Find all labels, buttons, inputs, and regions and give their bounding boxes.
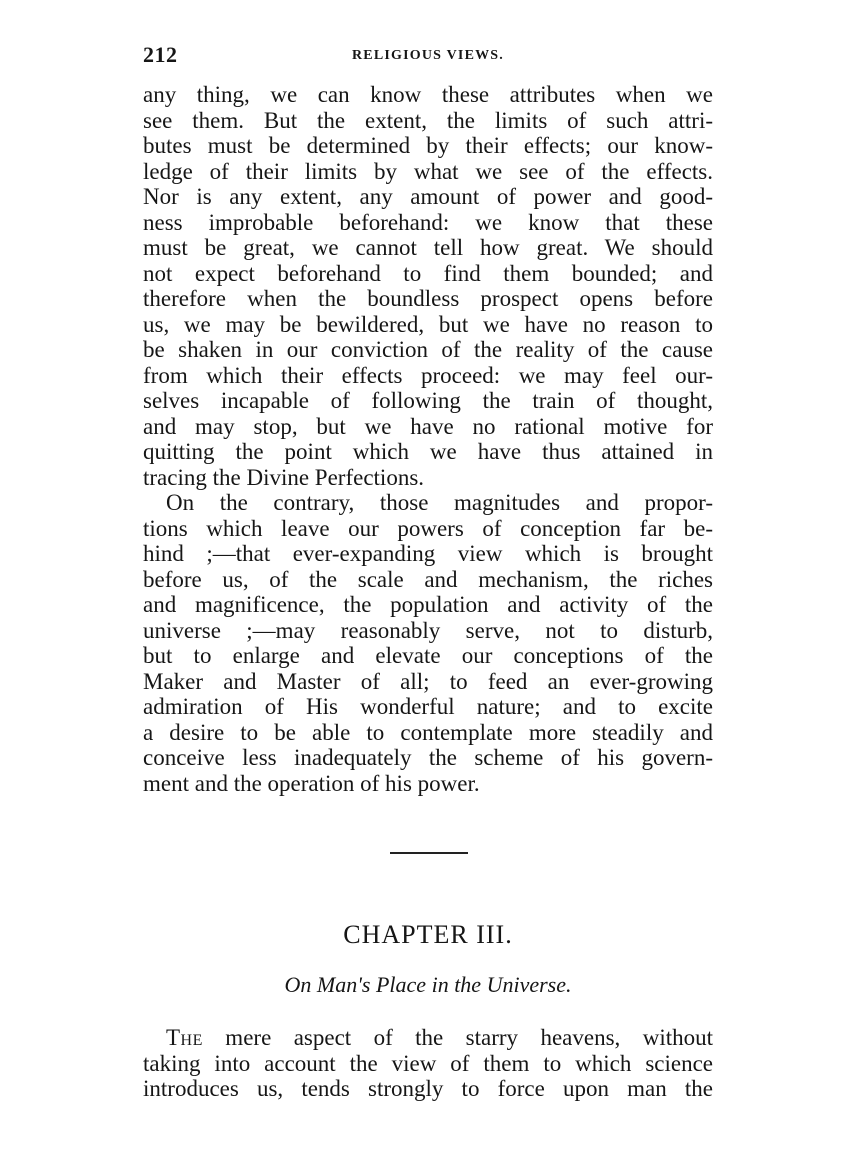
text-line: Maker and Master of all; to feed an ever-growing [143, 668, 713, 694]
text-line: ledge of their limits by what we see of the effects. [143, 158, 713, 184]
text-line: ment and the operation of his power. [143, 770, 480, 796]
chapter-subtitle: On Man's Place in the Universe. [284, 972, 572, 997]
chapter-first-word: The [166, 1025, 203, 1050]
text-line: taking into account the view of them to which science [143, 1050, 713, 1076]
text-line: be shaken in our conviction of the reality of the cause [143, 337, 713, 362]
running-head: RELIGIOUS VIEWS. [352, 48, 504, 63]
text-line: ness improbable beforehand: we know that these [143, 209, 713, 235]
text-line: from which their effects proceed: we may feel our- [143, 362, 713, 388]
text-line: not expect beforehand to find them bounded; and [143, 260, 713, 286]
text-line: must be great, we cannot tell how great. We should [143, 235, 713, 260]
page-number: 212 [143, 42, 178, 67]
text-line: quitting the point which we have thus attained in [143, 439, 713, 464]
text-line: universe ;—may reasonably serve, not to disturb, [143, 617, 713, 643]
text-line: selves incapable of following the train of thought, [143, 388, 713, 413]
text-line: butes must be determined by their effects; our know- [143, 133, 713, 158]
text-line: introduces us, tends strongly to force upon man the [143, 1076, 713, 1101]
text-line: and may stop, but we have no rational motive for [143, 413, 713, 439]
text-line: hind ;—that ever-expanding view which is brought [143, 541, 713, 566]
text-line: Nor is any extent, any amount of power and good- [143, 184, 713, 209]
text-line: conceive less inadequately the scheme of his govern- [143, 745, 713, 770]
chapter-line-rest: mere aspect of the starry heavens, without [202, 1025, 713, 1050]
text-line: On the contrary, those magnitudes and propor- [166, 490, 713, 515]
text-line: us, we may be bewildered, but we have no reason to [143, 311, 713, 337]
text-line: before us, of the scale and mechanism, the riches [143, 566, 713, 592]
section-divider [390, 852, 468, 854]
text-line: therefore when the boundless prospect opens before [143, 286, 713, 311]
text-line: but to enlarge and elevate our conceptions of the [143, 643, 713, 668]
text-line [143, 1025, 713, 1051]
text-line: a desire to be able to contemplate more steadily and [143, 719, 713, 745]
text-line: and magnificence, the population and activity of the [143, 592, 713, 617]
text-line: admiration of His wonderful nature; and to excite [143, 694, 713, 719]
text-line: tions which leave our powers of conception far be- [143, 515, 713, 541]
body-text [143, 82, 713, 796]
chapter-text [143, 1025, 713, 1102]
text-line: tracing the Divine Perfections. [143, 464, 425, 490]
chapter-heading: CHAPTER III. [343, 920, 513, 949]
text-line: any thing, we can know these attributes when we [143, 82, 713, 107]
text-line: see them. But the extent, the limits of such attri- [143, 107, 713, 133]
page-header [143, 42, 713, 72]
